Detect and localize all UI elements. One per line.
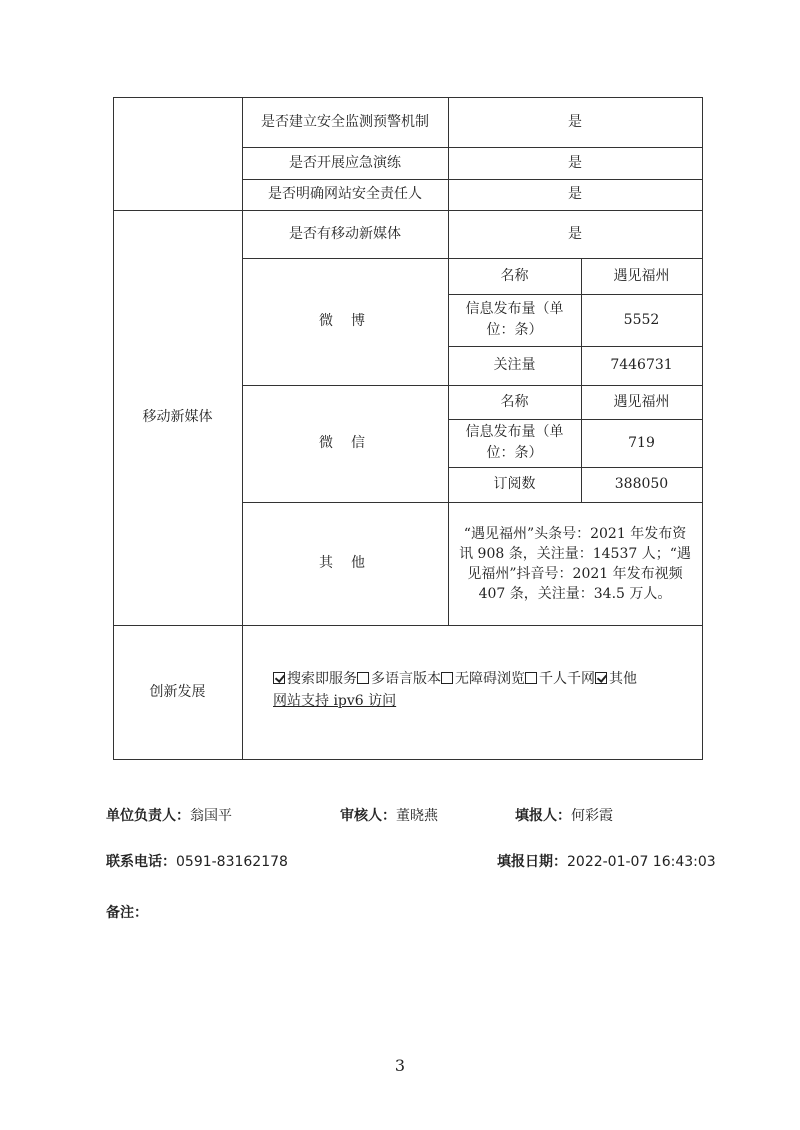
option-multilingual [357, 671, 441, 687]
table-border-right [702, 97, 703, 760]
other-media-text: “遇见福州”头条号：2021 年发布资讯 908 条，关注量：14537 人；“遇见福州”抖音号：2021 年发布视频 407 条，关注量：34.5 万人。 [459, 525, 691, 602]
option-label: 其他 [609, 671, 637, 687]
wechat-subscribers-label: 订阅数 [493, 476, 536, 492]
option-accessibility [441, 671, 525, 687]
contact-phone [106, 851, 288, 871]
wechat-name-value: 遇见福州 [613, 393, 670, 410]
reviewer-value: 董晓燕 [396, 808, 438, 824]
has-mobile-media-value: 是 [568, 225, 582, 242]
checkbox-empty-icon [441, 672, 453, 684]
wechat-label: 微信 [319, 435, 383, 451]
unit-head [106, 805, 232, 825]
page-number: 3 [394, 1056, 406, 1075]
weibo-followers-value: 7446731 [610, 357, 673, 373]
weibo-label: 微博 [319, 313, 383, 329]
phone-label: 联系电话： [106, 854, 176, 870]
weibo-posts-value: 5552 [623, 311, 660, 328]
other-media-label: 其他 [319, 555, 383, 571]
date-label: 填报日期： [497, 854, 567, 870]
filler [515, 805, 613, 825]
wechat-name-label: 名称 [500, 393, 529, 410]
monitoring-label: 是否建立安全监测预警机制 [261, 113, 429, 130]
weibo-name-label: 名称 [500, 267, 529, 284]
reviewer [340, 805, 438, 825]
option-label: 千人千网 [539, 671, 595, 687]
innovation-section-label: 创新发展 [149, 683, 206, 700]
responsible-value: 是 [568, 186, 582, 202]
innovation-other-text: 网站支持 ipv6 访问 [273, 693, 397, 709]
wechat-subscribers-value: 388050 [614, 476, 669, 492]
date-value: 2022-01-07 16:43:03 [567, 854, 716, 870]
drill-value: 是 [568, 154, 582, 171]
table-border-bottom [113, 759, 703, 760]
remark-label: 备注： [106, 905, 148, 921]
option-label: 多语言版本 [371, 671, 441, 687]
option-other [595, 671, 637, 687]
filler-label: 填报人： [515, 808, 571, 824]
weibo-followers-label: 关注量 [493, 357, 536, 373]
monitoring-value: 是 [568, 113, 582, 130]
responsible-label: 是否明确网站安全责任人 [268, 186, 422, 202]
weibo-name-value: 遇见福州 [613, 267, 670, 284]
filler-value: 何彩霞 [571, 808, 613, 824]
drill-label: 是否开展应急演练 [289, 154, 401, 171]
unit-head-value: 翁国平 [190, 808, 232, 824]
checkbox-checked-icon [595, 672, 607, 684]
weibo-posts-label: 信息发布量（单位：条） [465, 301, 564, 338]
wechat-posts-label: 信息发布量（单位：条） [465, 424, 564, 461]
remark [106, 902, 148, 922]
option-label: 无障碍浏览 [455, 671, 525, 687]
checkbox-checked-icon [273, 672, 285, 684]
fill-date [497, 851, 716, 871]
option-label: 搜索即服务 [287, 671, 357, 687]
checkbox-empty-icon [357, 672, 369, 684]
innovation-options [273, 668, 703, 712]
has-mobile-media-label: 是否有移动新媒体 [289, 225, 401, 242]
mobile-media-section-label: 移动新媒体 [142, 409, 213, 425]
unit-head-label: 单位负责人： [106, 808, 190, 824]
wechat-posts-value: 719 [628, 434, 655, 451]
phone-value: 0591-83162178 [176, 854, 288, 870]
reviewer-label: 审核人： [340, 808, 396, 824]
checkbox-empty-icon [525, 672, 537, 684]
option-search-as-service [273, 671, 357, 687]
option-personalized [525, 671, 595, 687]
